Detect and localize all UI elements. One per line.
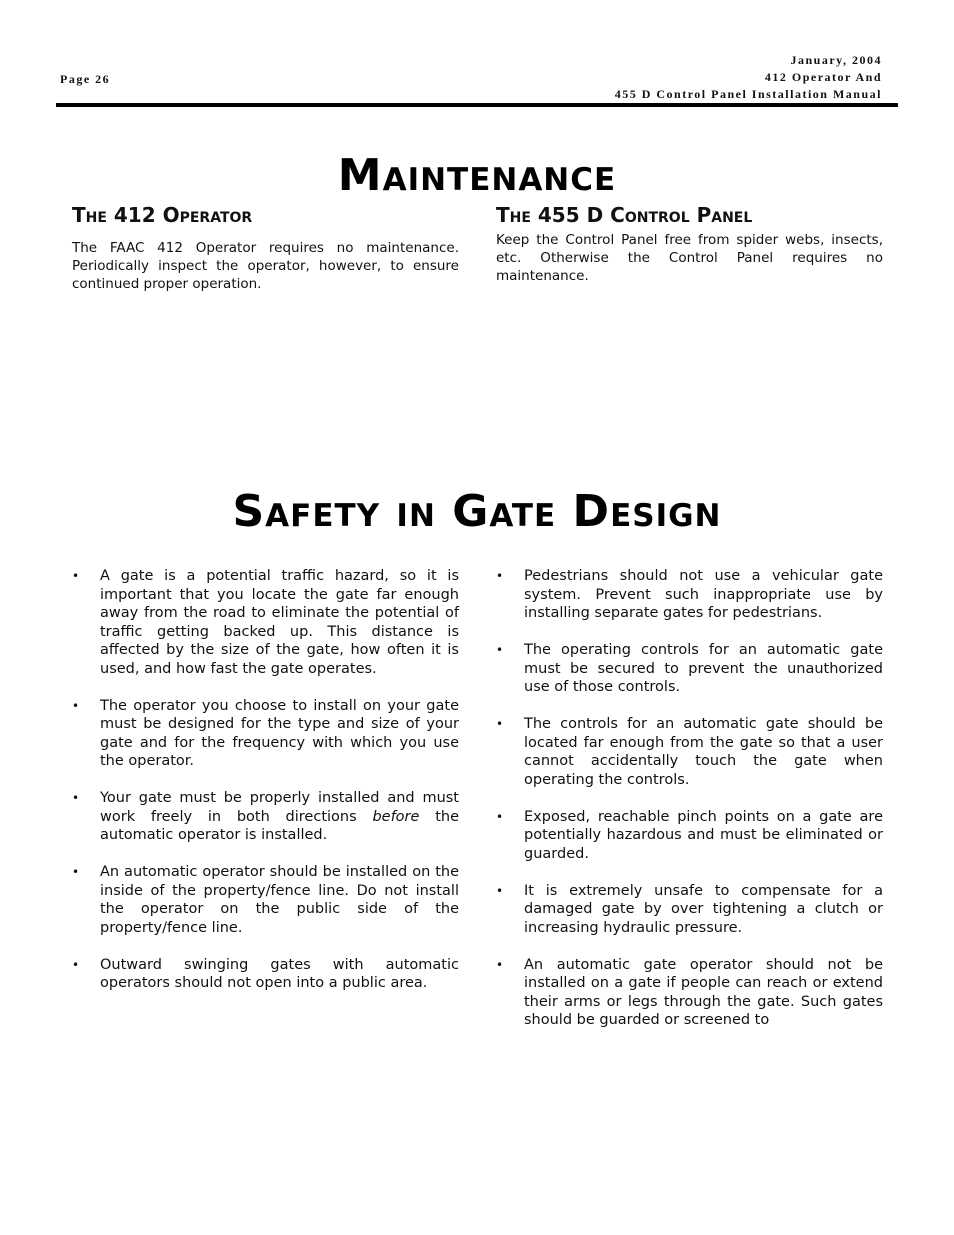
bullet-icon: • — [72, 698, 80, 713]
manual-title-line-2: 455 D Control Panel Installation Manual — [614, 87, 882, 101]
maintenance-412-text: The FAAC 412 Operator requires no maintenance. Periodically inspect the operator, however, to ensure continued proper operation. — [72, 240, 459, 292]
maintenance-455d-text: Keep the Control Panel free from spider webs, insects, etc. Otherwise the Control Panel requires no maintenance. — [496, 232, 883, 284]
safety-right-list — [496, 567, 883, 1030]
maintenance-412-heading: The 412 Operator — [72, 203, 253, 227]
bullet-icon: • — [496, 569, 504, 583]
list-item: • Your gate must be properly installed and must work freely in both directions before the automatic operator is installed. — [72, 790, 459, 843]
bullet-icon: • — [496, 809, 504, 824]
manual-title-line-1: 412 Operator And — [764, 70, 882, 84]
bullet-icon: • — [496, 643, 504, 657]
list-item: • An automatic gate operator should not be installed on a gate if people can reach or extend their arms or legs through the gate. Such gates should be guarded or screened to — [496, 956, 883, 1028]
bullet-icon: • — [496, 957, 504, 972]
maintenance-455d-section — [496, 203, 883, 285]
page-header — [0, 0, 954, 110]
bullet-icon: • — [72, 865, 80, 879]
list-item: • The controls for an automatic gate should be located far enough from the gate so that a user cannot accidentally touch the gate when operating the controls. — [496, 716, 883, 788]
list-item: • It is extremely unsafe to compensate for a damaged gate by over tightening a clutch or increasing hydraulic pressure. — [496, 882, 883, 936]
bullet-icon: • — [72, 957, 80, 972]
bullet-icon: • — [496, 717, 504, 731]
list-item: • The operator you choose to install on your gate must be designed for the type and size of your gate and for the frequency with which you use the operator. — [72, 697, 459, 769]
maintenance-412-section — [72, 203, 459, 293]
list-item: • Outward swinging gates with automatic operators should not open into a public area. — [72, 956, 459, 991]
maintenance-455d-heading: The 455 D Control Panel — [496, 203, 753, 227]
bullet-icon: • — [496, 883, 504, 898]
list-item: • A gate is a potential traffic hazard, so it is important that you locate the gate far enough away from the road to eliminate the potential of traffic getting backed up. This distance is affected by the size of the gate, how often it is used, and how fast the gate operates. — [72, 568, 459, 677]
safety-left-column — [72, 567, 459, 1011]
list-item: • Exposed, reachable pinch points on a gate are potentially hazardous and must be eliminated or guarded. — [496, 808, 883, 862]
list-item: • Pedestrians should not use a vehicular gate system. Prevent such inappropriate use by installing separate gates for pedestrians. — [496, 568, 883, 621]
header-rule — [56, 103, 898, 107]
list-item: • An automatic operator should be installed on the inside of the property/fence line. Do not install the operator on the public side of the property/fence line. — [72, 864, 459, 936]
bullet-icon: • — [72, 791, 80, 805]
manual-date: January, 2004 — [790, 53, 882, 67]
emphasis-before: before — [372, 808, 420, 825]
page-number: Page 26 — [60, 72, 111, 86]
manual-info — [615, 52, 882, 103]
safety-title: Safety in Gate Design — [232, 486, 722, 537]
list-item: • The operating controls for an automatic gate must be secured to prevent the unauthorized use of those controls. — [496, 642, 883, 695]
maintenance-title: Maintenance — [337, 150, 617, 201]
safety-right-column — [496, 567, 883, 1048]
bullet-icon: • — [72, 569, 80, 583]
safety-left-list — [72, 567, 459, 993]
